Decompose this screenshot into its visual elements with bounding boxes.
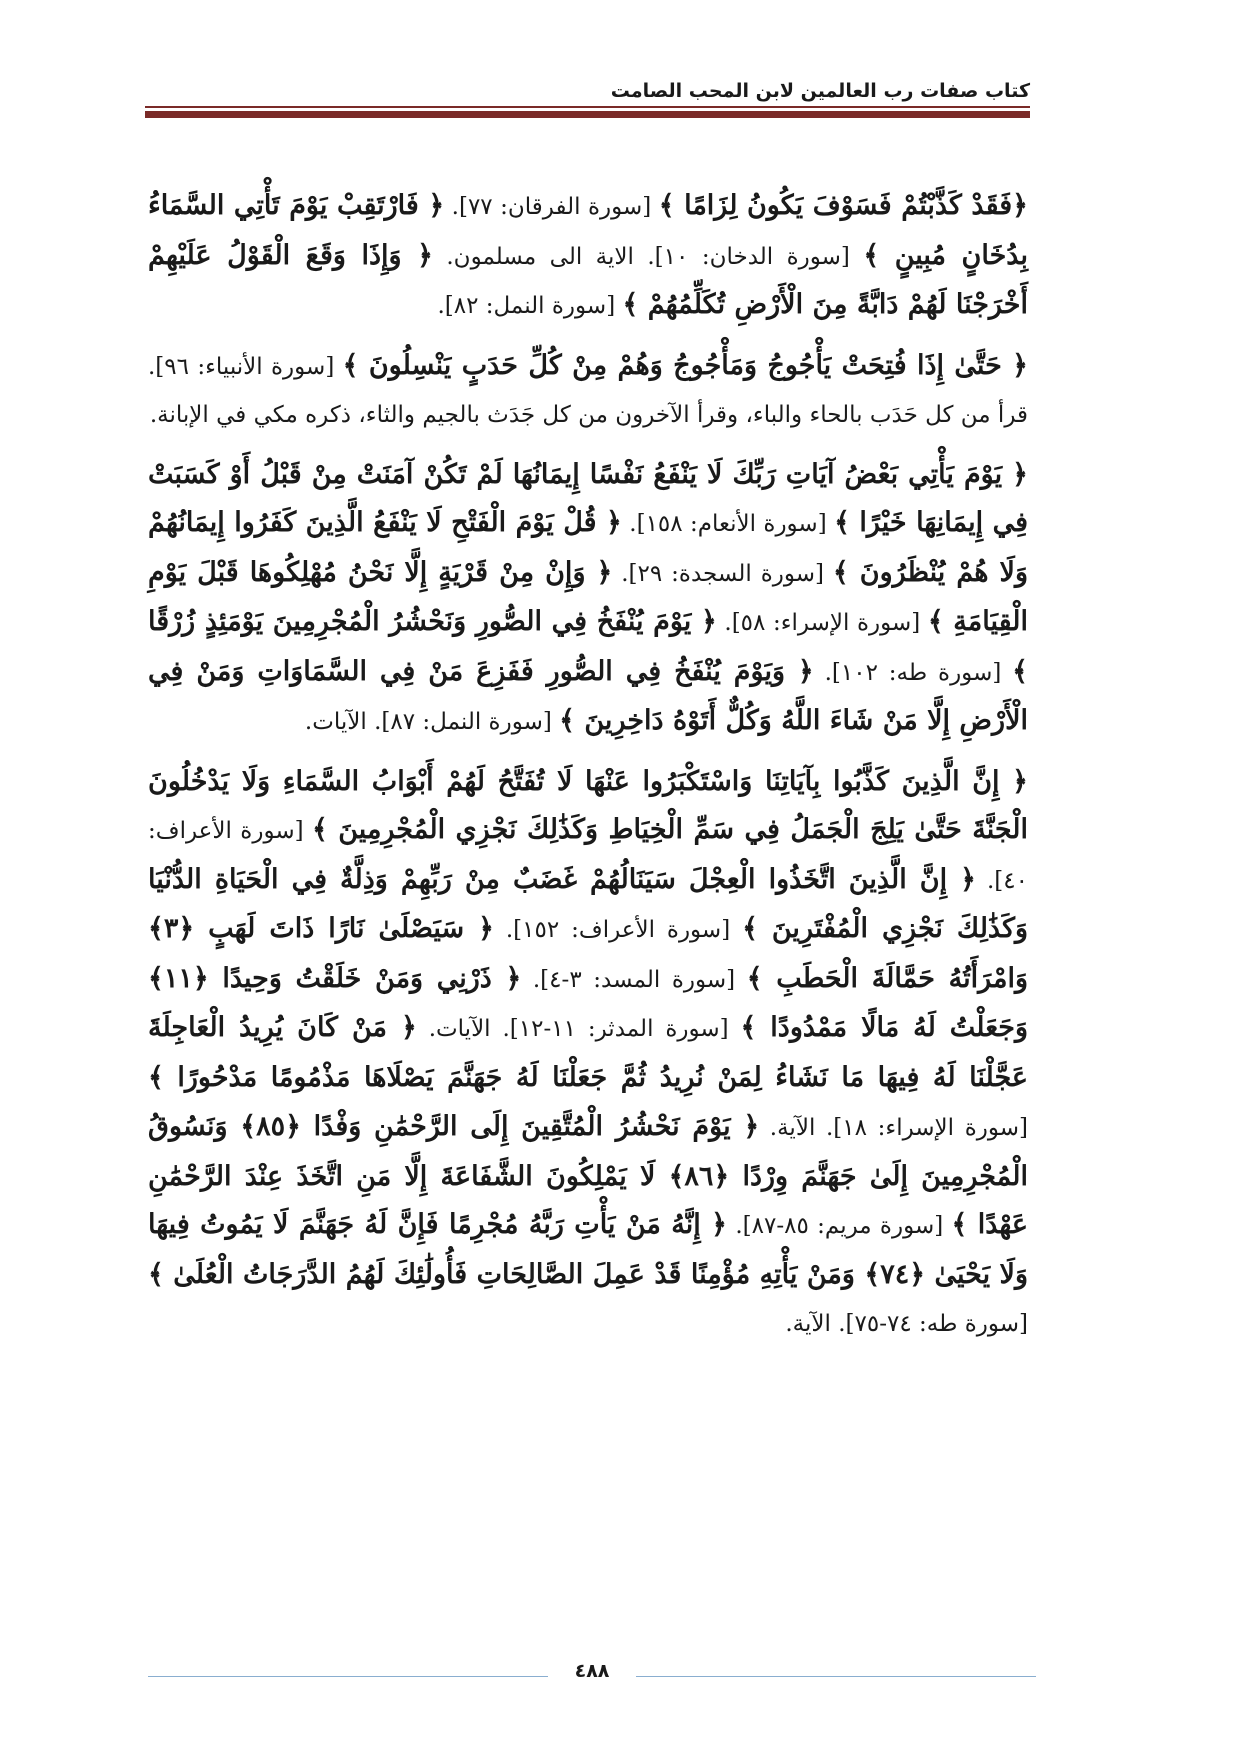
quran-verse: ﴿فَقَدْ كَذَّبْتُمْ فَسَوْفَ يَكُونُ لِزَامًا ﴾ xyxy=(658,190,1028,221)
verse-reference: [سورة النمل: ٨٢]. xyxy=(437,293,623,319)
quran-verse: ﴿ يَوْمَ يُنْفَخُ فِي الصُّورِ وَنَحْشُرُ الْمُجْرِمِينَ يَوْمَئِذٍ زُرْقًا ﴾ xyxy=(148,606,1028,687)
quran-verse: ﴿ وَإِذَا وَقَعَ الْقَوْلُ عَلَيْهِمْ أَخْرَجْنَا لَهُمْ دَابَّةً مِنَ الْأَرْضِ تُكَلِّمُهُمْ ﴾ xyxy=(148,239,1028,320)
verse-reference: [سورة المسد: ٣-٤]. xyxy=(521,966,747,993)
paragraph xyxy=(148,182,1028,331)
quran-verse: ﴿ يَوْمَ نَحْشُرُ الْمُتَّقِينَ إِلَى الرَّحْمَٰنِ وَفْدًا ﴿٨٥﴾ وَنَسُوقُ الْمُجْرِمِينَ إِلَىٰ جَهَنَّمَ وِرْدًا ﴿٨٦﴾ لَا يَمْلِكُونَ الشَّفَاعَةَ إِلَّا مَنِ اتَّخَذَ عِنْدَ الرَّحْمَٰنِ عَهْدًا ﴾ xyxy=(148,1111,1028,1240)
quran-verse: ﴿ إِنَّ الَّذِينَ كَذَّبُوا بِآيَاتِنَا وَاسْتَكْبَرُوا عَنْهَا لَا تُفَتَّحُ لَهُمْ أَبْوَابُ السَّمَاءِ وَلَا يَدْخُلُونَ الْجَنَّةَ حَتَّىٰ يَلِجَ الْجَمَلُ فِي سَمِّ الْخِيَاطِ وَكَذَٰلِكَ نَجْزِي الْمُجْرِمِينَ ﴾ xyxy=(148,765,1029,845)
book-title: كتاب صفات رب العالمين لابن المحب الصامت xyxy=(610,80,1030,102)
verse-reference: [سورة الأنبياء: ٩٦]. قرأ من كل حَدَب بالحاء والباء، وقرأ الآخرون من كل جَدَث بالجيم والثاء، ذكره مكي في الإبانة. xyxy=(148,353,1028,428)
verse-reference: [سورة السجدة: ٢٩]. xyxy=(612,560,833,587)
verse-reference: [سورة الفرقان: ٧٧]. xyxy=(444,194,659,220)
header-rule-thin xyxy=(145,106,1030,108)
paragraph xyxy=(148,342,1028,440)
quran-verse: ﴿ فَارْتَقِبْ يَوْمَ تَأْتِي السَّمَاءُ بِدُخَانٍ مُبِينٍ ﴾ xyxy=(148,190,1028,271)
verse-reference: [سورة النمل: ٨٧]. الآيات. xyxy=(304,709,560,735)
verse-reference: [سورة الدخان: ١٠]. الاية الى مسلمون. xyxy=(432,243,864,270)
verse-reference: [سورة الإسراء: ٥٨]. xyxy=(716,610,928,636)
verse-reference: [سورة الإسراء: ١٨]. الآية. xyxy=(759,1115,1028,1141)
header-rule-thick xyxy=(145,111,1030,118)
verse-reference: [سورة الأنعام: ١٥٨]. xyxy=(621,511,835,537)
paragraph xyxy=(148,758,1028,1349)
footer-rule-right xyxy=(636,1676,1036,1677)
footer-rule-left xyxy=(148,1676,548,1677)
page-number: ٤٨٨ xyxy=(574,1660,610,1682)
quran-verse: ﴿ وَيَوْمَ يُنْفَخُ فِي الصُّورِ فَفَزِعَ مَنْ فِي السَّمَاوَاتِ وَمَنْ فِي الْأَرْضِ إِلَّا مَنْ شَاءَ اللَّهُ وَكُلٌّ أَتَوْهُ دَاخِرِينَ ﴾ xyxy=(148,655,1028,736)
quran-verse: ﴿ قُلْ يَوْمَ الْفَتْحِ لَا يَنْفَعُ الَّذِينَ كَفَرُوا إِيمَانُهُمْ وَلَا هُمْ يُنْظَرُونَ ﴾ xyxy=(148,507,1028,588)
verse-reference: [سورة الأعراف: ١٥٢]. xyxy=(493,917,743,943)
quran-verse: ﴿ سَيَصْلَىٰ نَارًا ذَاتَ لَهَبٍ ﴿٣﴾ وَامْرَأَتُهُ حَمَّالَةَ الْحَطَبِ ﴾ xyxy=(148,913,1028,994)
verse-reference: [سورة مريم: ٨٥-٨٧]. xyxy=(727,1213,952,1239)
paragraph xyxy=(148,451,1028,747)
page-content xyxy=(148,182,1028,1349)
verse-reference: [سورة طه: ١٠٢]. xyxy=(813,659,1013,686)
quran-verse: ﴿ إِنَّهُ مَنْ يَأْتِ رَبَّهُ مُجْرِمًا فَإِنَّ لَهُ جَهَنَّمَ لَا يَمُوتُ فِيهَا وَلَا يَحْيَىٰ ﴿٧٤﴾ وَمَنْ يَأْتِهِ مُؤْمِنًا قَدْ عَمِلَ الصَّالِحَاتِ فَأُولَٰئِكَ لَهُمُ الدَّرَجَاتُ الْعُلَىٰ ﴾ xyxy=(148,1209,1028,1290)
verse-reference: [سورة المدثر: ١١-١٢]. الآيات. xyxy=(416,1016,741,1042)
quran-verse: ﴿ ذَرْنِي وَمَنْ خَلَقْتُ وَحِيدًا ﴿١١﴾ وَجَعَلْتُ لَهُ مَالًا مَمْدُودًا ﴾ xyxy=(148,962,1028,1043)
quran-verse: ﴿ حَتَّىٰ إِذَا فُتِحَتْ يَأْجُوجُ وَمَأْجُوجُ وَهُمْ مِنْ كُلِّ حَدَبٍ يَنْسِلُونَ ﴾ xyxy=(342,349,1029,381)
quran-verse: ﴿ وَإِنْ مِنْ قَرْيَةٍ إِلَّا نَحْنُ مُهْلِكُوهَا قَبْلَ يَوْمِ الْقِيَامَةِ ﴾ xyxy=(148,556,1028,637)
quran-verse: ﴿ مَنْ كَانَ يُرِيدُ الْعَاجِلَةَ عَجَّلْنَا لَهُ فِيهَا مَا نَشَاءُ لِمَنْ نُرِيدُ ثُمَّ جَعَلْنَا لَهُ جَهَنَّمَ يَصْلَاهَا مَذْمُومًا مَدْحُورًا ﴾ xyxy=(148,1012,1028,1093)
verse-reference: [سورة طه: ٧٤-٧٥]. الآية. xyxy=(785,1311,1028,1337)
quran-verse: ﴿ يَوْمَ يَأْتِي بَعْضُ آيَاتِ رَبِّكَ لَا يَنْفَعُ نَفْسًا إِيمَانُهَا لَمْ تَكُنْ آمَنَتْ مِنْ قَبْلُ أَوْ كَسَبَتْ فِي إِيمَانِهَا خَيْرًا ﴾ xyxy=(148,458,1028,538)
quran-verse: ﴿ إِنَّ الَّذِينَ اتَّخَذُوا الْعِجْلَ سَيَنَالُهُمْ غَضَبٌ مِنْ رَبِّهِمْ وَذِلَّةٌ فِي الْحَيَاةِ الدُّنْيَا وَكَذَٰلِكَ نَجْزِي الْمُفْتَرِينَ ﴾ xyxy=(148,863,1028,944)
verse-reference: [سورة الأعراف: ٤٠]. xyxy=(148,818,1028,894)
